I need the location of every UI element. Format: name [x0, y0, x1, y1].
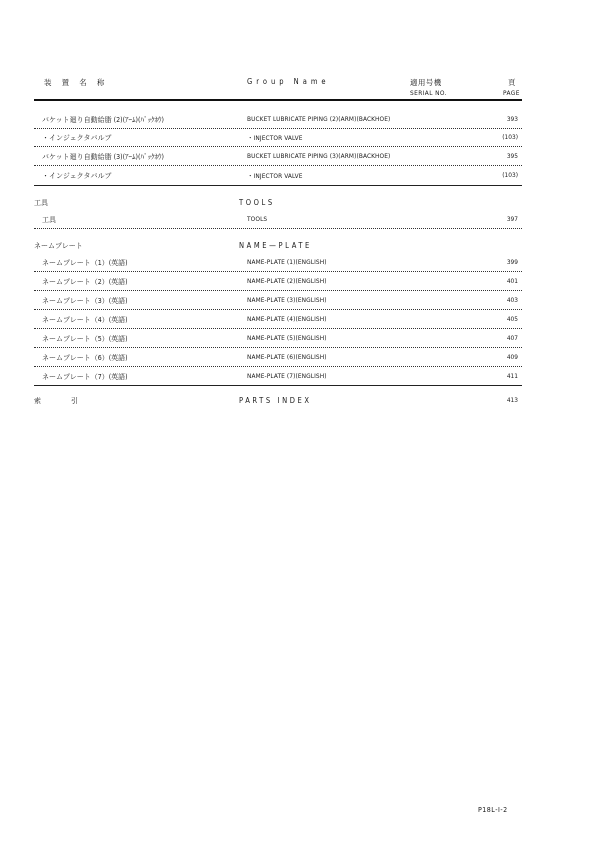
row-name-en: NAME-PLATE (2)(ENGLISH) — [247, 277, 327, 285]
row-name-en: NAME-PLATE (4)(ENGLISH) — [247, 315, 327, 323]
row-name-en: ・INJECTOR VALVE — [247, 172, 303, 180]
column-header-page-en: PAGE — [503, 89, 520, 97]
row-divider — [34, 328, 522, 329]
row-name-jp: ネームプレート（3）(英語) — [42, 297, 128, 305]
section-title-jp: 工具 — [34, 199, 48, 207]
row-page: (103) — [502, 133, 518, 141]
group-end-rule — [34, 185, 522, 186]
section-title-en: PARTS INDEX — [239, 396, 312, 405]
section-title-en: NAME—PLATE — [239, 241, 312, 250]
row-page: 407 — [506, 334, 518, 342]
row-divider — [34, 146, 522, 147]
row-page: 397 — [506, 215, 518, 223]
section-title-jp: 索 引 — [34, 397, 92, 405]
row-name-jp: 工具 — [42, 216, 56, 224]
row-name-en: NAME-PLATE (7)(ENGLISH) — [247, 372, 327, 380]
row-divider — [34, 309, 522, 310]
group-end-rule — [34, 385, 522, 386]
column-header-page-jp: 頁 — [508, 78, 516, 87]
column-header-group-name: Group Name — [247, 77, 330, 86]
row-page: 393 — [506, 115, 518, 123]
row-name-jp: ネームプレート（7）(英語) — [42, 373, 128, 381]
row-page: 413 — [506, 396, 518, 404]
row-divider — [34, 128, 522, 129]
row-divider — [34, 347, 522, 348]
header-rule — [34, 99, 522, 101]
row-name-jp: ネームプレート（4）(英語) — [42, 316, 128, 324]
row-divider — [34, 271, 522, 272]
column-header-serial-jp: 適用号機 — [410, 78, 442, 87]
row-divider — [34, 290, 522, 291]
row-name-en: NAME-PLATE (1)(ENGLISH) — [247, 258, 327, 266]
row-page: 401 — [506, 277, 518, 285]
column-header-serial-en: SERIAL NO. — [410, 89, 447, 97]
section-title-en: TOOLS — [239, 198, 275, 207]
row-name-jp: ネームプレート（1）(英語) — [42, 259, 128, 267]
column-header-name-jp: 装 置 名 称 — [44, 78, 109, 87]
row-page: 395 — [506, 152, 518, 160]
row-page: 405 — [506, 315, 518, 323]
row-name-jp: ネームプレート（6）(英語) — [42, 354, 128, 362]
row-name-jp: ・インジェクタバルブ — [42, 134, 112, 142]
row-divider — [34, 228, 522, 229]
footer-page-code: P18L-I-2 — [478, 806, 508, 814]
row-name-en: BUCKET LUBRICATE PIPING (2)(ARM)(BACKHOE) — [247, 115, 391, 123]
row-page: 399 — [506, 258, 518, 266]
row-name-en: BUCKET LUBRICATE PIPING (3)(ARM)(BACKHOE) — [247, 152, 391, 160]
row-divider — [34, 165, 522, 166]
row-page: (103) — [502, 171, 518, 179]
row-name-jp: ・インジェクタバルブ — [42, 172, 112, 180]
row-page: 403 — [506, 296, 518, 304]
section-title-jp: ネームプレート — [34, 242, 83, 250]
row-name-en: NAME-PLATE (5)(ENGLISH) — [247, 334, 327, 342]
row-name-jp: ネームプレート（2）(英語) — [42, 278, 128, 286]
row-page: 409 — [506, 353, 518, 361]
row-name-en: TOOLS — [247, 215, 268, 223]
row-page: 411 — [506, 372, 518, 380]
row-name-en: NAME-PLATE (6)(ENGLISH) — [247, 353, 327, 361]
row-name-en: ・INJECTOR VALVE — [247, 134, 303, 142]
row-name-jp: バケット廻り自動給脂 (3)(ｱｰﾑ)(ﾊﾞｯｸﾎｳ) — [42, 153, 164, 161]
row-name-jp: バケット廻り自動給脂 (2)(ｱｰﾑ)(ﾊﾞｯｸﾎｳ) — [42, 116, 164, 124]
row-divider — [34, 366, 522, 367]
row-name-jp: ネームプレート（5）(英語) — [42, 335, 128, 343]
row-name-en: NAME-PLATE (3)(ENGLISH) — [247, 296, 327, 304]
